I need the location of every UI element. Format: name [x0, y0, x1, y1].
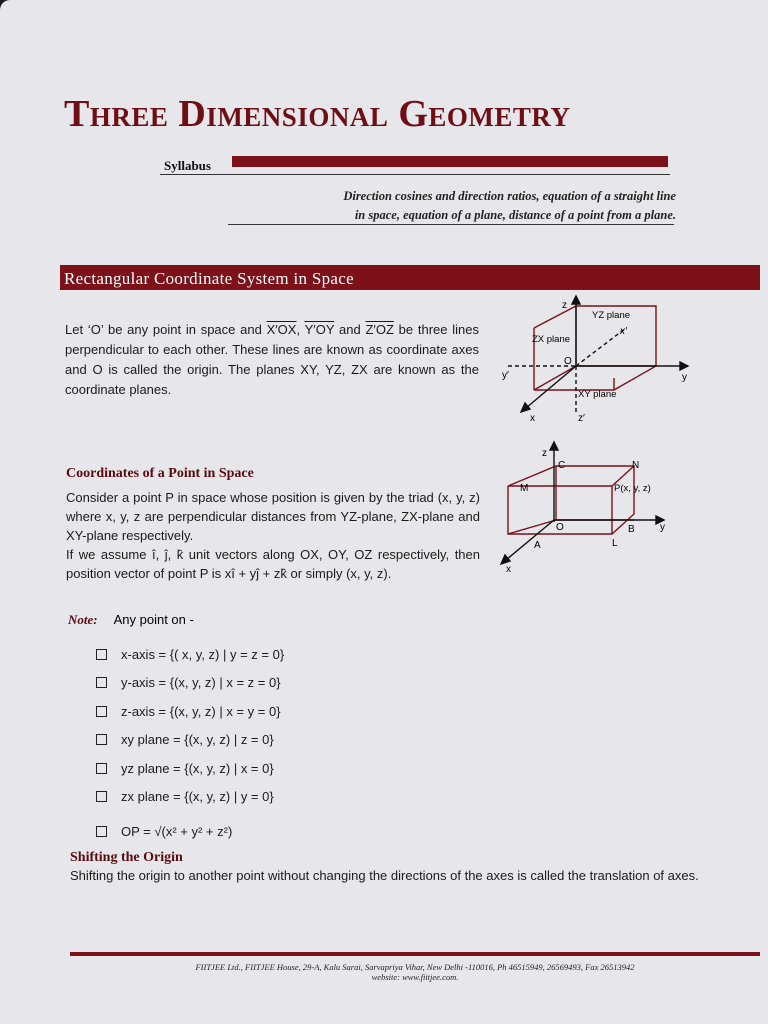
list-item-text: x-axis = {( x, y, z) | y = z = 0} — [121, 646, 285, 662]
syllabus-underline — [228, 224, 674, 225]
footer-bar — [70, 952, 760, 956]
d2-o: O — [556, 522, 564, 533]
point-p-box-diagram — [494, 440, 684, 580]
note — [68, 612, 194, 628]
list-item-text: yz plane = {(x, y, z) | x = 0} — [121, 760, 274, 776]
axis-z-label: Z′OZ — [365, 322, 394, 337]
syllabus-bar — [232, 156, 668, 167]
d1-z: z — [562, 300, 567, 311]
list-item — [96, 640, 284, 669]
checkbox-icon — [96, 826, 107, 837]
d2-c: C — [558, 460, 566, 471]
d1-o: O — [564, 356, 572, 367]
d1-y-prime: y′ — [502, 370, 509, 381]
list-item-text: y-axis = {(x, y, z) | x = z = 0} — [121, 675, 281, 691]
axis-y-label: Y′OY — [304, 322, 335, 337]
note-text: Any point on - — [113, 612, 194, 627]
d1-x: x — [530, 413, 535, 424]
coordinates-text-1: Consider a point P in space whose position is given by the triad (x, y, z) where x, y, z are perpendicular distances from YZ-plane, ZX-plane and XY-plane respectively. — [66, 490, 480, 543]
d1-zx-plane: ZX plane — [532, 334, 571, 345]
coordinates-text-2: If we assume î, ĵ, k̂ unit vectors along OX, OY, OZ respectively, then position vector of point P is xî + yĵ + zk̂ or simply (x, y, z). — [66, 547, 480, 581]
axis-x-label: X′OX — [266, 322, 297, 337]
list-item — [96, 726, 284, 755]
list-item — [96, 697, 284, 726]
d1-y: y — [682, 372, 687, 383]
coordinates-heading: Coordinates of a Point in Space — [66, 466, 254, 481]
syllabus-text — [236, 187, 676, 225]
shifting-heading: Shifting the Origin — [70, 850, 183, 865]
d2-m: M — [520, 483, 529, 494]
footer — [70, 962, 760, 982]
checkbox-icon — [96, 649, 107, 660]
list-item — [96, 754, 284, 783]
syllabus-label: Syllabus — [164, 158, 211, 173]
d2-b: B — [628, 524, 635, 535]
shifting-paragraph: Shifting the origin to another point without changing the directions of the axes is called the translation of axes. — [70, 868, 699, 883]
checkbox-icon — [96, 763, 107, 774]
page-title: Three Dimensional Geometry — [64, 93, 571, 135]
d2-l: L — [612, 538, 618, 549]
intro-text-b: , — [296, 322, 305, 337]
section-title: Rectangular Coordinate System in Space — [64, 269, 354, 288]
syllabus-rule — [160, 174, 670, 175]
d2-a: A — [534, 540, 541, 551]
syllabus-line-2: in space, equation of a plane, distance of a point from a plane. — [354, 208, 676, 222]
checkbox-icon — [96, 677, 107, 688]
coordinate-planes-diagram — [496, 294, 706, 430]
checkbox-icon — [96, 734, 107, 745]
d1-x-prime: x′ — [620, 326, 627, 337]
list-item-text: OP = √(x² + y² + z²) — [121, 823, 233, 839]
intro-paragraph — [65, 320, 479, 400]
intro-text-d: be three lines perpendicular to each other. These lines are known as coordinate axes and O is called the origin. The planes XY, YZ, ZX are known as the coordinate planes. — [65, 322, 479, 397]
list-item — [96, 783, 284, 812]
footer-address: FIITJEE Ltd., FIITJEE House, 29-A, Kalu Sarai, Sarvapriya Vihar, New Delhi -110016, Ph 46515949, 26569493, Fax 26513942 — [195, 962, 635, 972]
d1-yz-plane: YZ plane — [592, 310, 631, 321]
list-item-text: zx plane = {(x, y, z) | y = 0} — [121, 789, 274, 805]
d2-x: x — [506, 564, 511, 575]
d2-y: y — [660, 522, 665, 533]
note-label: Note: — [68, 612, 98, 627]
list-item — [96, 669, 284, 698]
d1-xy-plane: XY plane — [578, 389, 617, 400]
syllabus-line-1: Direction cosines and direction ratios, equation of a straight line — [343, 189, 676, 203]
list-item — [96, 817, 284, 846]
list-item-text: z-axis = {(x, y, z) | x = y = 0} — [121, 703, 281, 719]
intro-text-a: Let ‘O’ be any point in space and — [65, 322, 267, 337]
d2-p: P(x, y, z) — [614, 483, 651, 494]
checkbox-icon — [96, 706, 107, 717]
list-item-text: xy plane = {(x, y, z) | z = 0} — [121, 732, 274, 748]
d2-n: N — [632, 460, 640, 471]
d1-z-prime: z′ — [578, 413, 585, 424]
footer-website: website: www.fiitjee.com. — [371, 972, 459, 982]
intro-text-c: and — [334, 322, 366, 337]
axis-plane-list — [96, 640, 284, 846]
d2-z: z — [542, 448, 547, 459]
coordinates-paragraph — [66, 488, 480, 583]
checkbox-icon — [96, 791, 107, 802]
